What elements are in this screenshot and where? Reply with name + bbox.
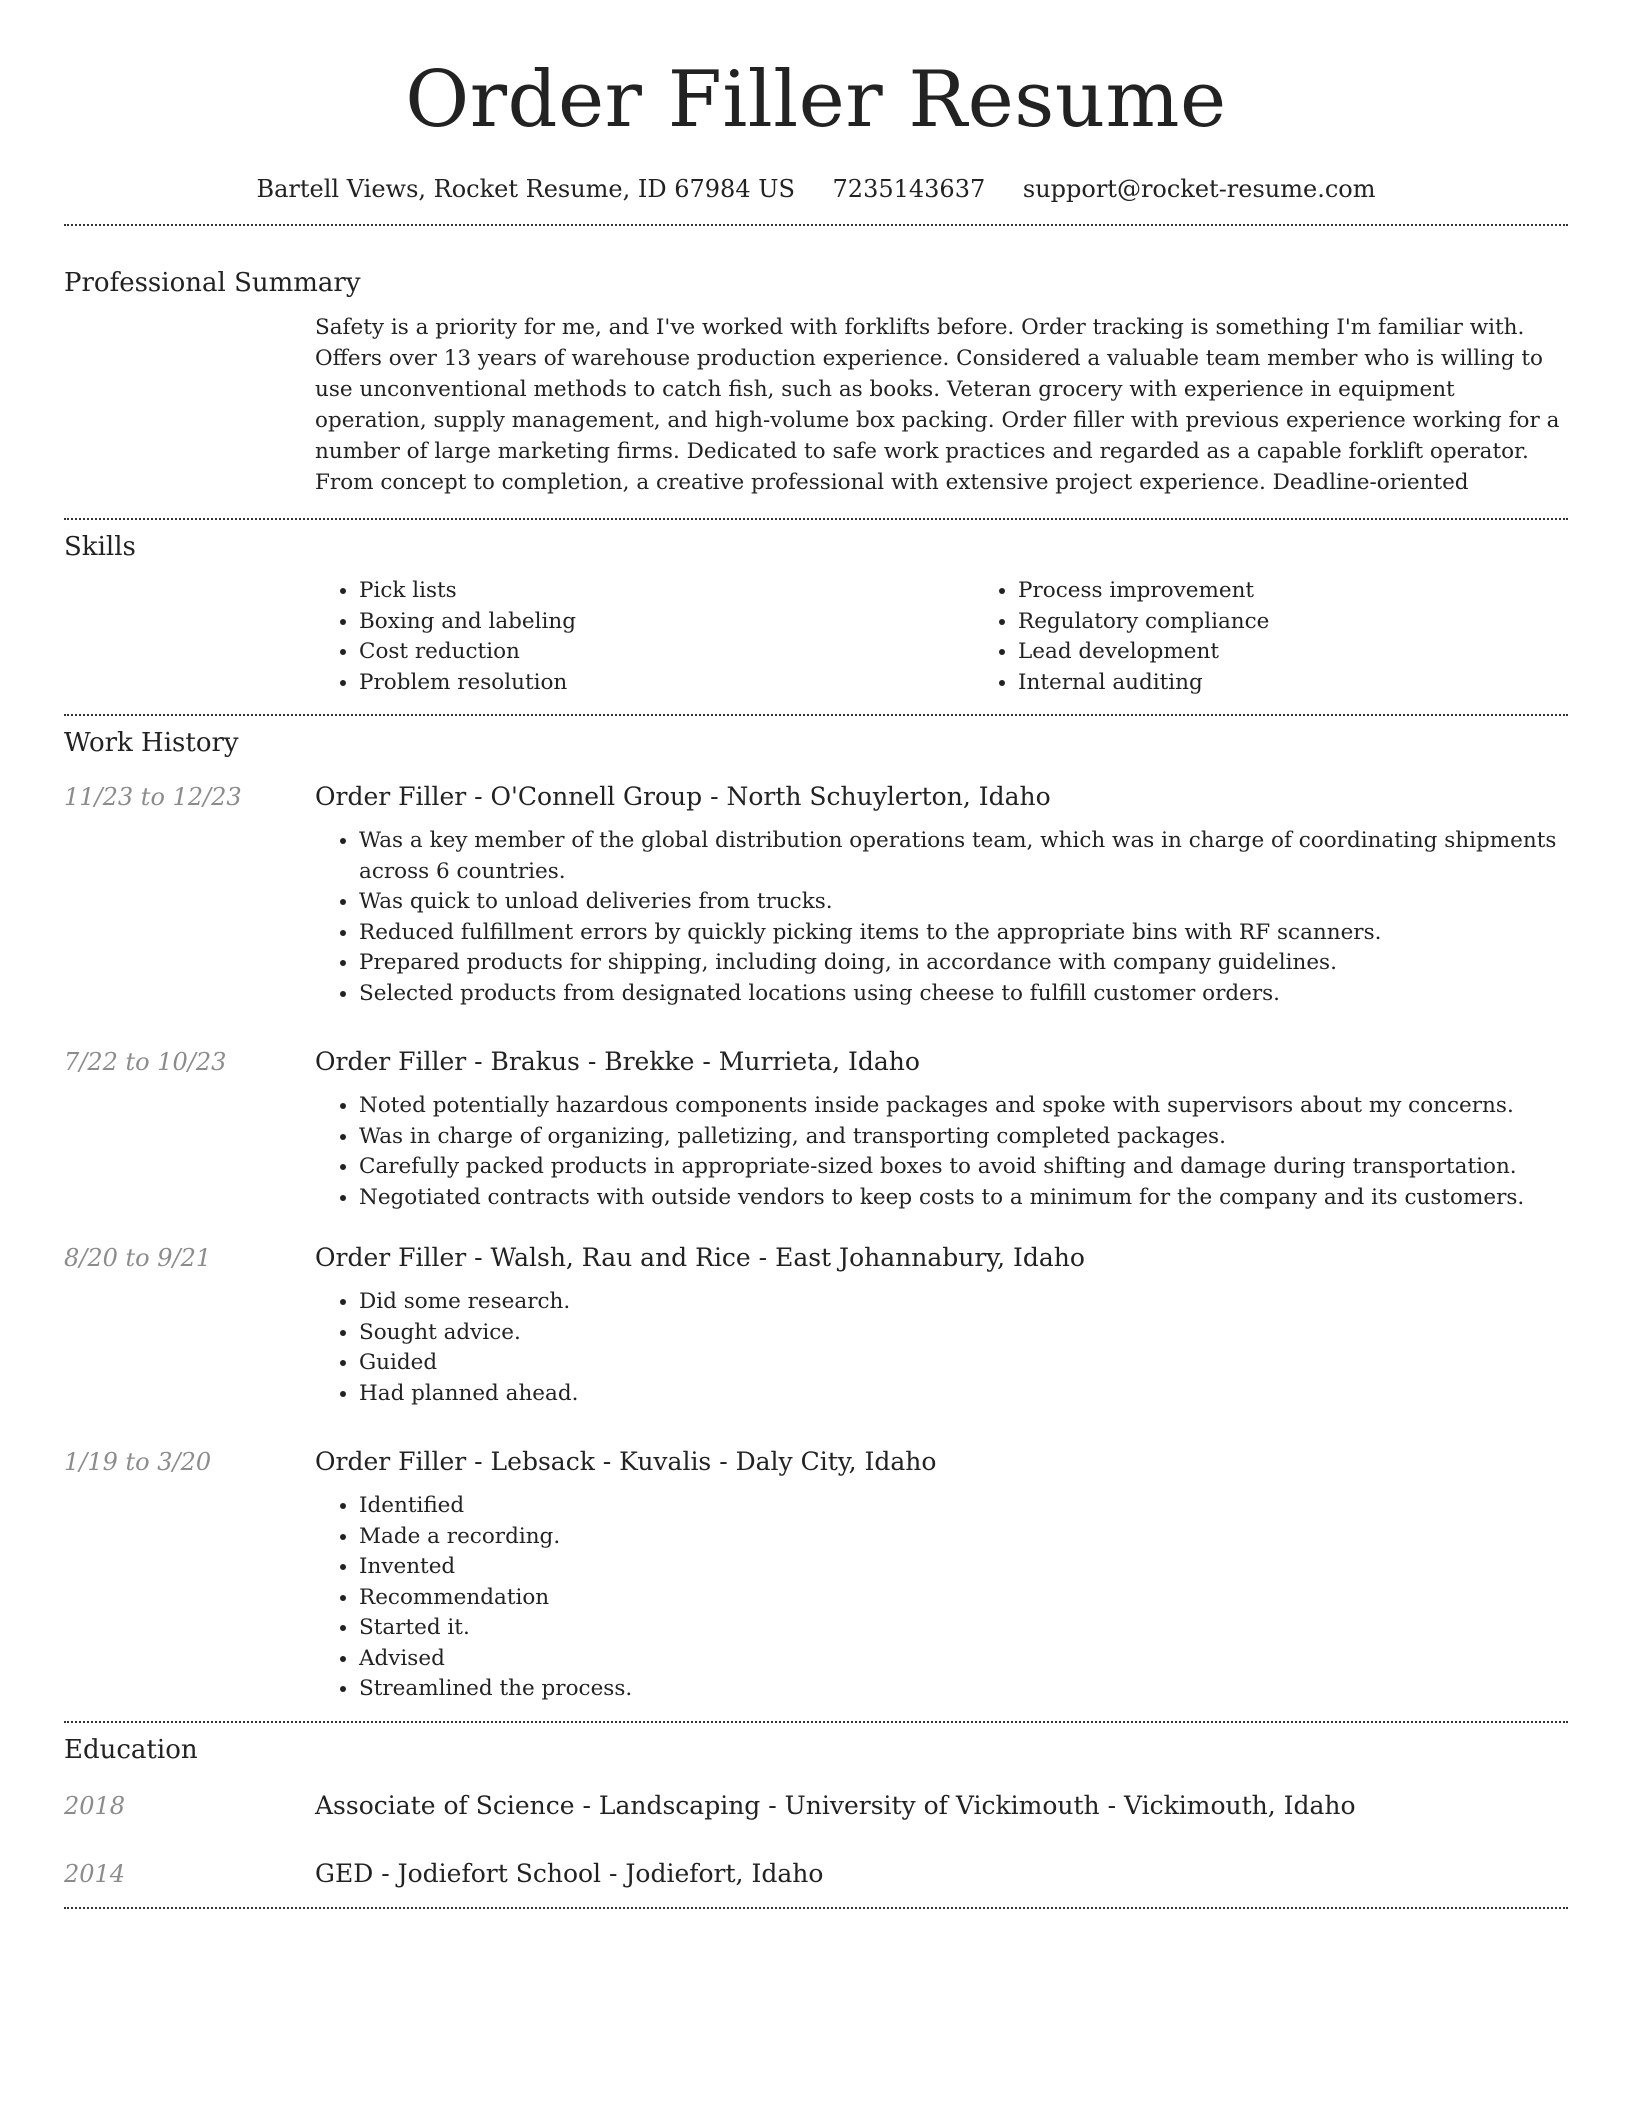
job-title: Order Filler - O'Connell Group - North Schuylerton, Idaho bbox=[315, 782, 1051, 811]
job-bullet: • Noted potentially hazardous components inside packages and spoke with supervisors about my concerns. bbox=[359, 1091, 1568, 1122]
job-header bbox=[64, 780, 1568, 814]
education-title: GED - Jodiefort School - Jodiefort, Idaho bbox=[315, 1858, 824, 1888]
job-dates: 8/20 to 9/21 bbox=[64, 1244, 212, 1272]
summary-heading: Professional Summary bbox=[64, 268, 361, 298]
job-details bbox=[315, 826, 1568, 1009]
job-bullet: • Started it. bbox=[359, 1613, 1568, 1644]
education-year: 2018 bbox=[64, 1791, 126, 1820]
job-header bbox=[64, 1241, 1568, 1275]
divider bbox=[64, 224, 1568, 226]
job-bullet: • Recommendation bbox=[359, 1583, 1568, 1614]
job-bullets bbox=[315, 1091, 1568, 1213]
job-bullet: • Streamlined the process. bbox=[359, 1674, 1568, 1705]
job-details bbox=[315, 1287, 1568, 1409]
job-bullet: • Prepared products for shipping, including doing, in accordance with company guidelines. bbox=[359, 948, 1568, 979]
skill-item: • Process improvement bbox=[1018, 576, 1632, 607]
skill-item: • Boxing and labeling bbox=[359, 607, 974, 638]
job-bullet: • Was quick to unload deliveries from trucks. bbox=[359, 887, 1568, 918]
job-bullets bbox=[315, 1287, 1568, 1409]
job-header bbox=[64, 1045, 1568, 1079]
job-title: Order Filler - Lebsack - Kuvalis - Daly City, Idaho bbox=[315, 1447, 937, 1476]
job-bullet: • Selected products from designated locations using cheese to fulfill customer orders. bbox=[359, 979, 1568, 1010]
divider bbox=[64, 714, 1568, 716]
contact-email: support@rocket-resume.com bbox=[1022, 175, 1376, 203]
skills-column-left bbox=[315, 576, 974, 698]
job-details bbox=[315, 1091, 1568, 1213]
job-header bbox=[64, 1445, 1568, 1479]
job-title: Order Filler - Walsh, Rau and Rice - East Johannabury, Idaho bbox=[315, 1243, 1085, 1272]
divider bbox=[64, 518, 1568, 520]
job-dates: 7/22 to 10/23 bbox=[64, 1048, 227, 1076]
job-bullets bbox=[315, 1491, 1568, 1705]
work-heading: Work History bbox=[64, 728, 239, 758]
divider bbox=[64, 1907, 1568, 1909]
job-bullet: • Did some research. bbox=[359, 1287, 1568, 1318]
resume-page bbox=[64, 0, 1568, 1909]
skill-item: • Problem resolution bbox=[359, 668, 974, 699]
summary-text: Safety is a priority for me, and I've worked with forklifts before. Order tracking is something I'm familiar with. Offers over 13 years of warehouse production experience. Considered a valuable team member who is willing to use unconventional methods to catch fish, such as books. Veteran grocery with experience in equipment operation, supply management, and high-volume box packing. Order filler with previous experience working for a number of large marketing firms. Dedicated to safe work practices and regarded as a capable forklift operator. From concept to completion, a creative professional with extensive project experience. Deadline-oriented bbox=[315, 315, 1560, 495]
job-details bbox=[315, 1491, 1568, 1705]
skills-list bbox=[315, 576, 1568, 698]
skills-column-right bbox=[974, 576, 1632, 698]
education-year: 2014 bbox=[64, 1859, 126, 1888]
skill-item: • Lead development bbox=[1018, 637, 1632, 668]
job-bullet: • Advised bbox=[359, 1644, 1568, 1675]
skill-item: • Internal auditing bbox=[1018, 668, 1632, 699]
summary-section bbox=[315, 312, 1568, 498]
job-bullet: • Identified bbox=[359, 1491, 1568, 1522]
job-entry bbox=[64, 1241, 1568, 1409]
job-bullet: • Guided bbox=[359, 1348, 1568, 1379]
education-entry bbox=[64, 1857, 1568, 1891]
job-bullet: • Made a recording. bbox=[359, 1522, 1568, 1553]
job-entry bbox=[64, 1045, 1568, 1213]
job-dates: 1/19 to 3/20 bbox=[64, 1448, 212, 1476]
job-bullet: • Was a key member of the global distribution operations team, which was in charge of coordinating shipments across 6 countries. bbox=[359, 826, 1568, 887]
job-title: Order Filler - Brakus - Brekke - Murrieta, Idaho bbox=[315, 1047, 920, 1076]
skills-heading: Skills bbox=[64, 532, 136, 562]
divider bbox=[64, 1721, 1568, 1723]
job-dates: 11/23 to 12/23 bbox=[64, 783, 242, 811]
job-bullet: • Had planned ahead. bbox=[359, 1379, 1568, 1410]
skill-item: • Cost reduction bbox=[359, 637, 974, 668]
job-bullets bbox=[315, 826, 1568, 1009]
resume-title: Order Filler Resume bbox=[405, 55, 1227, 145]
contact-address: Bartell Views, Rocket Resume, ID 67984 US bbox=[256, 175, 795, 203]
contact-phone: 7235143637 bbox=[832, 175, 986, 203]
job-entry bbox=[64, 1445, 1568, 1705]
education-title: Associate of Science - Landscaping - University of Vickimouth - Vickimouth, Idaho bbox=[315, 1790, 1356, 1820]
job-bullet: • Invented bbox=[359, 1552, 1568, 1583]
job-bullet: • Carefully packed products in appropriate-sized boxes to avoid shifting and damage during transportation. bbox=[359, 1152, 1568, 1183]
contact-line bbox=[64, 172, 1568, 206]
job-bullet: • Negotiated contracts with outside vendors to keep costs to a minimum for the company and its customers. bbox=[359, 1183, 1568, 1214]
education-entry bbox=[64, 1789, 1568, 1823]
job-bullet: • Reduced fulfillment errors by quickly picking items to the appropriate bins with RF scanners. bbox=[359, 918, 1568, 949]
job-entry bbox=[64, 780, 1568, 1009]
job-bullet: • Was in charge of organizing, palletizing, and transporting completed packages. bbox=[359, 1122, 1568, 1153]
education-heading: Education bbox=[64, 1734, 198, 1765]
job-bullet: • Sought advice. bbox=[359, 1318, 1568, 1349]
skill-item: • Pick lists bbox=[359, 576, 974, 607]
skill-item: • Regulatory compliance bbox=[1018, 607, 1632, 638]
